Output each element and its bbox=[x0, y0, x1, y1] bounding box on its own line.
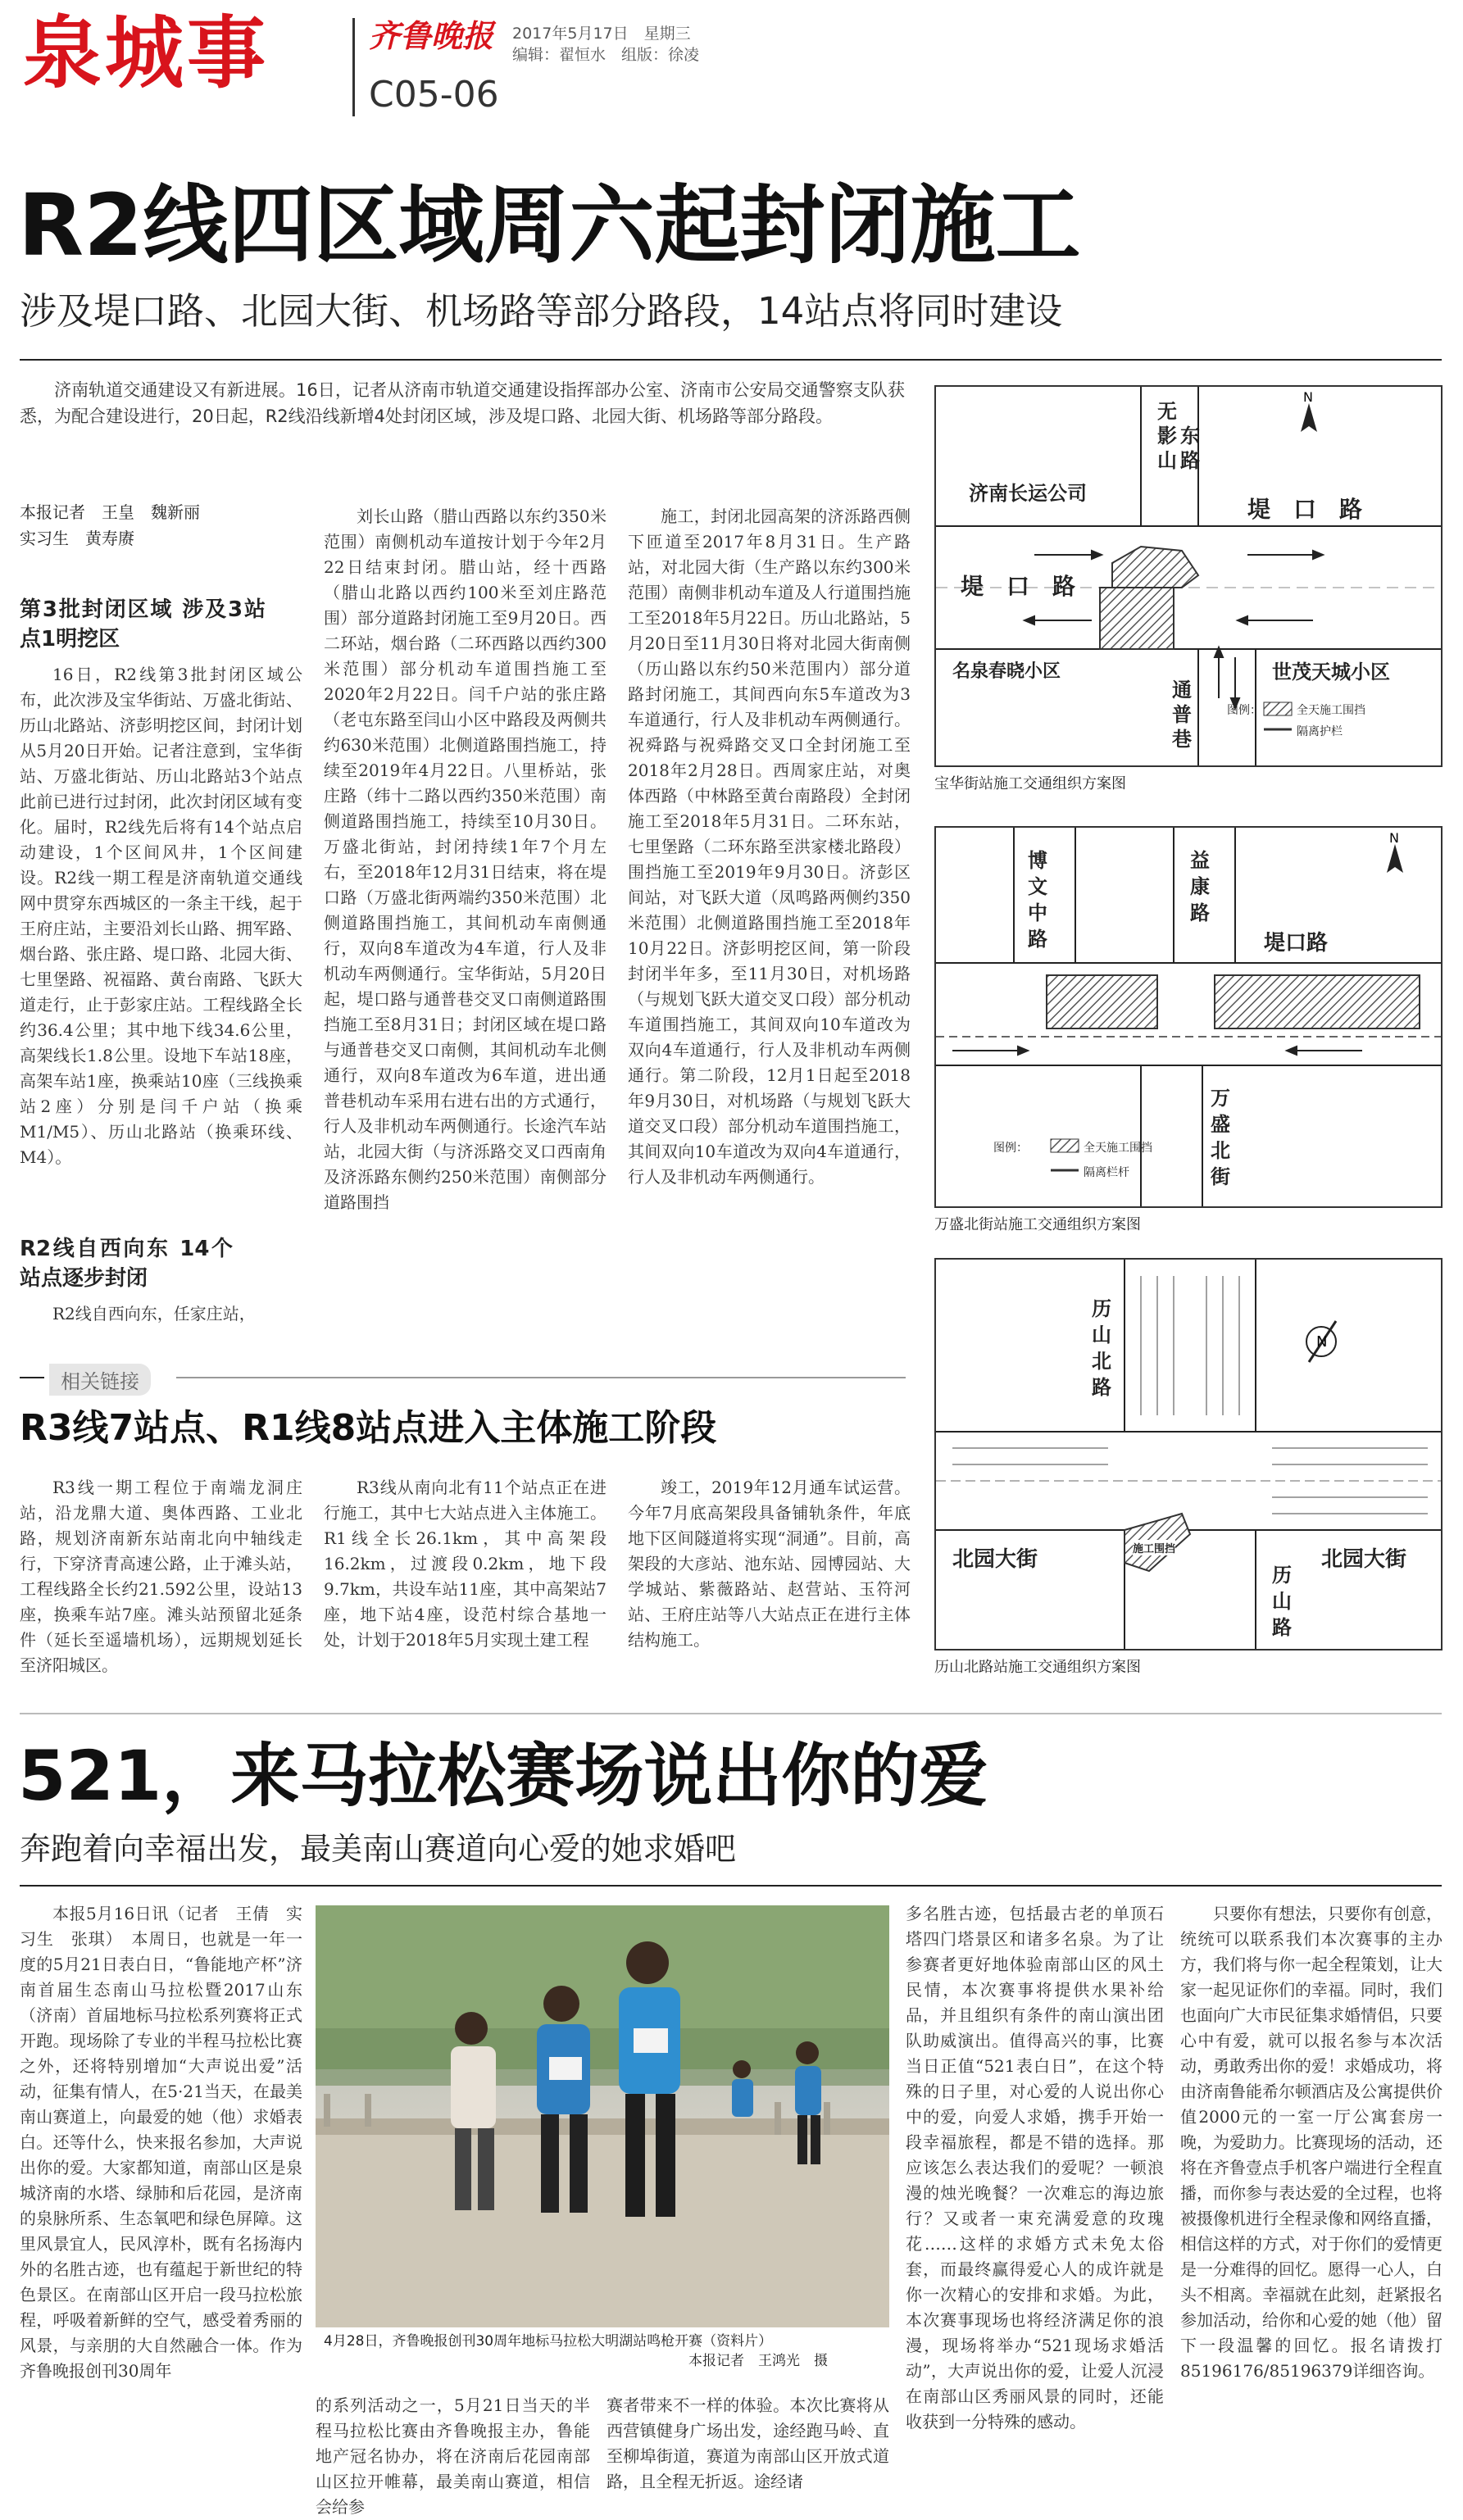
article1-subhead: 涉及堤口路、北园大街、机场路等部分路段，14站点将同时建设 bbox=[20, 289, 1063, 333]
masthead-date: 2017年5月17日 星期三 bbox=[512, 25, 691, 43]
article1-rule bbox=[20, 359, 1442, 361]
article1-column3: 施工，封闭北园高架的济泺路西侧下匝道至2017年8月31日。生产路站，对北园大街（生产路以东约300米范围）南侧非机动车道及人行道围挡施工至2018年5月22日。历山北路站，5月20日至11月30日将对北园大街南侧（历山路以东约50米范围内）部分道路封闭施工，其间西向东5车道改为3车道通行，行人及非机动车两侧通行。祝舜路与祝舜路交叉口全封闭施工至2018年2月28日。西周家庄站，对奥体西路（中林路至黄台南路段）全封闭施工至2018年5月31日。二环东站，七里堡路（二环东路至洪家楼北路段）围挡施工至2019年9月30日。济彭区间站，对飞跃大道（凤鸣路两侧约350米范围）北侧道路围挡施工至2018年10月22日。济彭明挖区间，第一阶段封闭半年多，至11月30日，对机场路（与规划飞跃大道交叉口段）部分机动车道围挡施工，其间双向10车道改为双向4车道通行，行人及非机动车两侧通行。第二阶段，12月1日起至2018年9月30日，对机场路（与规划飞跃大道交叉口段）部分机动车道围挡施工，其间双向10车道改为双向4车道通行，行人及非机动车两侧通行。 bbox=[628, 506, 911, 1187]
map3-label-li: 历 bbox=[1092, 1297, 1111, 1320]
masthead-divider bbox=[352, 18, 355, 116]
map1-label-wuying3: 山 bbox=[1157, 449, 1177, 472]
page-number: C05-06 bbox=[369, 74, 499, 116]
runner-icon bbox=[732, 2060, 753, 2117]
article2-top-rule bbox=[20, 1713, 1442, 1714]
map1-label-dong2: 路 bbox=[1180, 449, 1200, 472]
svg-text:N: N bbox=[1316, 1333, 1328, 1351]
map2-label-sheng: 盛 bbox=[1211, 1113, 1230, 1136]
map3-label-shan: 山 bbox=[1092, 1324, 1111, 1346]
map2-legend-title: 图例： bbox=[993, 1142, 1028, 1155]
article2-column3b: 赛者带来不一样的体验。本次比赛将从西营镇健身广场出发，途经跑马岭、直至柳埠街道，赛道为南部山区开放式道路，且全程无折返。途经诸 bbox=[607, 2395, 889, 2491]
map1-label-tong: 通 bbox=[1172, 679, 1192, 702]
map3-label-lu2: 路 bbox=[1272, 1616, 1292, 1639]
article1-byline2: 实习生 黄寿赓 bbox=[20, 529, 134, 548]
article1-sub1: 第3批封闭区域 涉及3站点1明挖区 bbox=[20, 597, 266, 652]
article1-column1b: R2线自西向东 14个站点逐步封闭 R2线自西向东，任家庄站， bbox=[20, 1229, 302, 1344]
map1-legend-a: 全天施工围挡 bbox=[1297, 704, 1365, 717]
related-rule-left bbox=[20, 1377, 44, 1378]
photo-credit: 本报记者 王鸿光 摄 bbox=[688, 2353, 828, 2369]
map3-label-beiyuan-right: 北园大街 bbox=[1321, 1547, 1407, 1572]
masthead-editors: 编辑：翟恒水 组版：徐凌 bbox=[512, 46, 700, 64]
map-wansheng-north-street bbox=[934, 826, 1443, 1208]
map1-label-wuying2: 影 bbox=[1157, 425, 1177, 447]
map1-label-shimao: 世茂天城小区 bbox=[1272, 661, 1390, 683]
article2-subhead: 奔跑着向幸福出发，最美南山赛道向心爱的她求婚吧 bbox=[20, 1831, 737, 1867]
map1-label-company: 济南长运公司 bbox=[969, 482, 1087, 505]
construction-zone-east bbox=[1215, 975, 1420, 1028]
map2-legend-b: 隔离栏杆 bbox=[1084, 1166, 1129, 1179]
related-headline: R3线7站点、R1线8站点进入主体施工阶段 bbox=[20, 1407, 717, 1449]
map2-label-lu2: 路 bbox=[1190, 901, 1210, 924]
map3-drawing bbox=[936, 1260, 1441, 1649]
construction-zone-west bbox=[1047, 975, 1157, 1028]
map-baohua-street bbox=[934, 385, 1443, 767]
map2-label-zhong: 中 bbox=[1028, 901, 1047, 924]
article1-lead: 济南轨道交通建设又有新进展。16日，记者从济南市轨道交通建设指挥部办公室、济南市公安局交通警察支队获悉，为配合建设进行，20日起，R2线沿线新增4处封闭区域，涉及堤口路、北园大街、机场路等部分路段。 bbox=[20, 380, 905, 426]
map1-label-pu: 普 bbox=[1172, 703, 1192, 726]
article2-rule bbox=[20, 1885, 1442, 1887]
map2-legend-a: 全天施工围挡 bbox=[1084, 1142, 1152, 1155]
map3-caption: 历山北路站施工交通组织方案图 bbox=[934, 1659, 1141, 1676]
map1-legend-b: 隔离护栏 bbox=[1297, 725, 1343, 738]
svg-text:N: N bbox=[1389, 830, 1399, 846]
article1-column2: 刘长山路（腊山西路以东约350米范围）南侧机动车道按计划于今年2月22日结束封闭。腊山站，经十西路（腊山北路以西约100米至刘庄路范围）部分道路封闭施工至9月20日。西二环站，烟台路（二环西路以西约300米范围）部分机动车道围挡施工至2020年2月22日。闫千户站的张庄路（老屯东路至闫山小区中路段及两侧共约630米范围）北侧道路围挡施工，持续至2019年4月22日。八里桥站，张庄路（纬十二路以西约350米范围）南侧道路围挡施工，持续至10月30日。万盛北街站，封闭持续1年7个月左右，至2018年12月31日结束，将在堤口路（万盛北街两端约350米范围）北侧道路围挡施工，其间机动车南侧通行，双向8车道改为4车道，行人及非机动车两侧通行。宝华街站，5月20日起，堤口路与通普巷交叉口南侧道路围挡施工至8月31日；封闭区域在堤口路与通普巷交叉口南侧，其间机动车北侧通行，双向8车道改为6车道，进出通普巷机动车采用右进右出的方式通行，行人及非机动车两侧通行。长途汽车站站，北园大街（与济泺路交叉口西南角及济泺路东侧约250米范围）南侧部分道路围挡 bbox=[324, 506, 607, 1212]
article1-byline1: 本报记者 王皇 魏新丽 bbox=[20, 502, 200, 522]
article2-column1: 本报5月16日讯（记者 王倩 实习生 张琪） 本周日，也就是一年一度的5月21日表白日，“鲁能地产杯”济南首届生态南山马拉松暨2017山东（济南）首届地标马拉松系列赛将正式开跑。现场除了专业的半程马拉松比赛之外，还将特别增加“大声说出爱”活动，征集有情人，在5·21当天，在最美南山赛道上，向最爱的她（他）求婚表白。还等什么，快来报名参加，大声说出你的爱。大家都知道，南部山区是泉城济南的水塔、绿肺和后花园，是济南的泉脉所系、生态氧吧和绿色屏障。这里风景宜人，民风淳朴，既有名扬海内外的名胜古迹，也有蕴起于新世纪的特色景区。在南部山区开启一段马拉松旅程，呼吸着新鲜的空气，感受着秀丽的风景，与亲朋的大自然融合一体。作为齐鲁晚报创刊30周年 bbox=[20, 1904, 302, 2381]
map1-label-dikou-left: 堤 口 路 bbox=[961, 573, 1076, 600]
map3-label-bei: 北 bbox=[1092, 1350, 1111, 1373]
map2-label-dikou: 堤口路 bbox=[1264, 931, 1329, 956]
map2-label-wen: 文 bbox=[1028, 875, 1047, 898]
article1-column1: 第3批封闭区域 涉及3站点1明挖区 16日，R2线第3批封闭区域公布，此次涉及宝华街站、万盛北街站、历山北路站、济彭明挖区间，封闭计划从5月20日开始。记者注意到，宝华街站、万盛北街站、历山北路站3个站点此前已进行过封闭，此次封闭区域有变化。届时，R2线先后将有14个站点启动建设，1个区间风井，1个区间建设。R2线一期工程是济南轨道交通线网中贯穿东西城区的一条主干线，起于王府庄站，主要沿刘长山路、拥军路、烟台路、张庄路、堤口路、北园大街、七里堡路、祝福路、黄台南路、飞跃大道走行，止于彭家庄站。工程线路全长约36.4公里；其中地下线34.6公里，高架线长1.8公里。设地下车站18座，高架车站1座，换乘站10座（三线换乘站2座）分别是闫千户站（换乘M1/M5）、历山北路站（换乘环线、M4）。 bbox=[20, 590, 302, 1344]
map1-legend-title: 图例： bbox=[1227, 704, 1261, 717]
map2-label-bo: 博 bbox=[1028, 849, 1047, 872]
article2-column2b: 的系列活动之一，5月21日当天的半程马拉松比赛由齐鲁晚报主办，鲁能地产冠名协办，将在济南后花园南部山区拉开帷幕，最美南山赛道，相信会给参 bbox=[316, 2395, 590, 2517]
map1-caption: 宝华街站施工交通组织方案图 bbox=[934, 775, 1126, 792]
map1-label-dikou-top: 堤 口 路 bbox=[1247, 496, 1363, 523]
map3-label-lu: 路 bbox=[1092, 1376, 1111, 1399]
map3-label-li2: 历 bbox=[1272, 1564, 1292, 1587]
north-arrow-icon bbox=[1387, 830, 1403, 873]
map2-label-wan: 万 bbox=[1211, 1087, 1230, 1110]
article1-sub2: R2线自西向东 14个站点逐步封闭 bbox=[20, 1237, 233, 1291]
north-arrow-icon bbox=[1301, 389, 1317, 432]
section-title: 泉城事 bbox=[23, 7, 269, 99]
map2-label-jie: 街 bbox=[1211, 1165, 1230, 1188]
map-lishan-north-road bbox=[934, 1258, 1443, 1650]
map2-label-bei: 北 bbox=[1211, 1139, 1230, 1162]
marathon-photo bbox=[316, 1905, 889, 2327]
map2-label-kang: 康 bbox=[1190, 875, 1210, 898]
map1-label-dong1: 东 bbox=[1180, 425, 1200, 447]
map3-label-construct: 施工围挡 bbox=[1133, 1540, 1175, 1555]
map2-label-yi: 益 bbox=[1190, 849, 1210, 872]
paper-logo: 齐鲁晚报 bbox=[369, 17, 494, 54]
map2-caption: 万盛北街站施工交通组织方案图 bbox=[934, 1216, 1141, 1233]
map1-label-mingquan: 名泉春晓小区 bbox=[952, 661, 1061, 682]
svg-text:N: N bbox=[1303, 389, 1313, 405]
related-column3: 竣工，2019年12月通车试运营。今年7月底高架段具备铺轨条件，年底地下区间隧道将实现“洞通”。目前，高架段的大彦站、池东站、园博园站、大学城站、紫薇路站、赵营站、玉符河站、王府庄站等八大站点正在进行主体结构施工。 bbox=[628, 1478, 911, 1650]
map3-label-shan2: 山 bbox=[1272, 1590, 1292, 1613]
article2-column4: 多名胜古迹，包括最古老的单顶石塔四门塔景区和诸多名泉。为了让参赛者更好地体验南部山区的风土民情，本次赛事将提供水果补给品，并且组织有条件的南山演出团队助威演出。值得高兴的事，比赛当日正值“521表白日”，在这个特殊的日子里，对心爱的人说出你心中的爱，向爱人求婚，携手开始一段幸福旅程，都是不错的选择。那应该怎么表达我们的爱呢？一顿浪漫的烛光晚餐？一次难忘的海边旅行？又或者一束充满爱意的玫瑰花……这样的求婚方式未免太俗套，而最终赢得爱心人的成许就是你一次精心的安排和求婚。为此，本次赛事现场也将经济满足你的浪漫，现场将举办“521现场求婚活动”，大声说出你的爱，让爱人沉浸在南部山区秀丽风景的同时，还能收获到一分特殊的感动。 bbox=[906, 1904, 1164, 2431]
photo-caption: 4月28日，齐鲁晚报创刊30周年地标马拉松大明湖站鸣枪开赛（资料片） bbox=[324, 2333, 773, 2350]
north-arrow-icon bbox=[1306, 1321, 1336, 1362]
related-column1: R3线一期工程位于南端龙洞庄站，沿龙鼎大道、奥体西路、工业北路，规划济南新东站南北向中轴线走行，下穿济青高速公路，止于滩头站，工程线路全长约21.592公里，设站13座，换乘车站7座。滩头站预留北延条件（延长至遥墙机场），远期规划延长至济阳城区。 bbox=[20, 1478, 302, 1675]
related-tag: 相关链接 bbox=[49, 1364, 151, 1396]
map3-label-beiyuan-left: 北园大街 bbox=[952, 1547, 1038, 1572]
article2-headline: 521，来马拉松赛场说出你的爱 bbox=[18, 1736, 988, 1816]
related-column2: R3线从南向北有11个站点正在进行施工，其中七大站点进入主体施工。R1线全长26.1km，其中高架段16.2km，过渡段0.2km，地下段9.7km，共设车站11座，其中高架站7座，地下站4座，设范村综合基地一处，计划于2018年5月实现土建工程 bbox=[324, 1478, 607, 1650]
construction-zone bbox=[1100, 588, 1174, 649]
article1-headline: R2线四区域周六起封闭施工 bbox=[18, 175, 1081, 275]
map1-label-xiang: 巷 bbox=[1172, 728, 1192, 751]
map2-label-lu: 路 bbox=[1028, 928, 1047, 951]
map1-label-wuying1: 无 bbox=[1157, 400, 1177, 423]
related-rule bbox=[176, 1377, 906, 1378]
article2-column5: 只要你有想法，只要你有创意，统统可以联系我们本次赛事的主办方，我们将与你一起全程策划，让大家一起见证你们的幸福。同时，我们也面向广大市民征集求婚情侣，只要心中有爱，就可以报名参与本次活动，勇敢秀出你的爱！求婚成功，将由济南鲁能希尔顿酒店及公寓提供价值2000元的一室一厅公寓套房一晚，为爱助力。比赛现场的活动，还将在齐鲁壹点手机客户端进行全程直播，而你参与表达爱的全过程，也将被摄像机进行全程录像和网络直播，相信这样的方式，对于你们的爱情更是一分难得的回忆。愿得一心人，白头不相离。幸福就在此刻，赶紧报名参加活动，给你和心爱的她（他）留下一段温馨的回忆。报名请拨打85196176/85196379详细咨询。 bbox=[1180, 1904, 1443, 2381]
